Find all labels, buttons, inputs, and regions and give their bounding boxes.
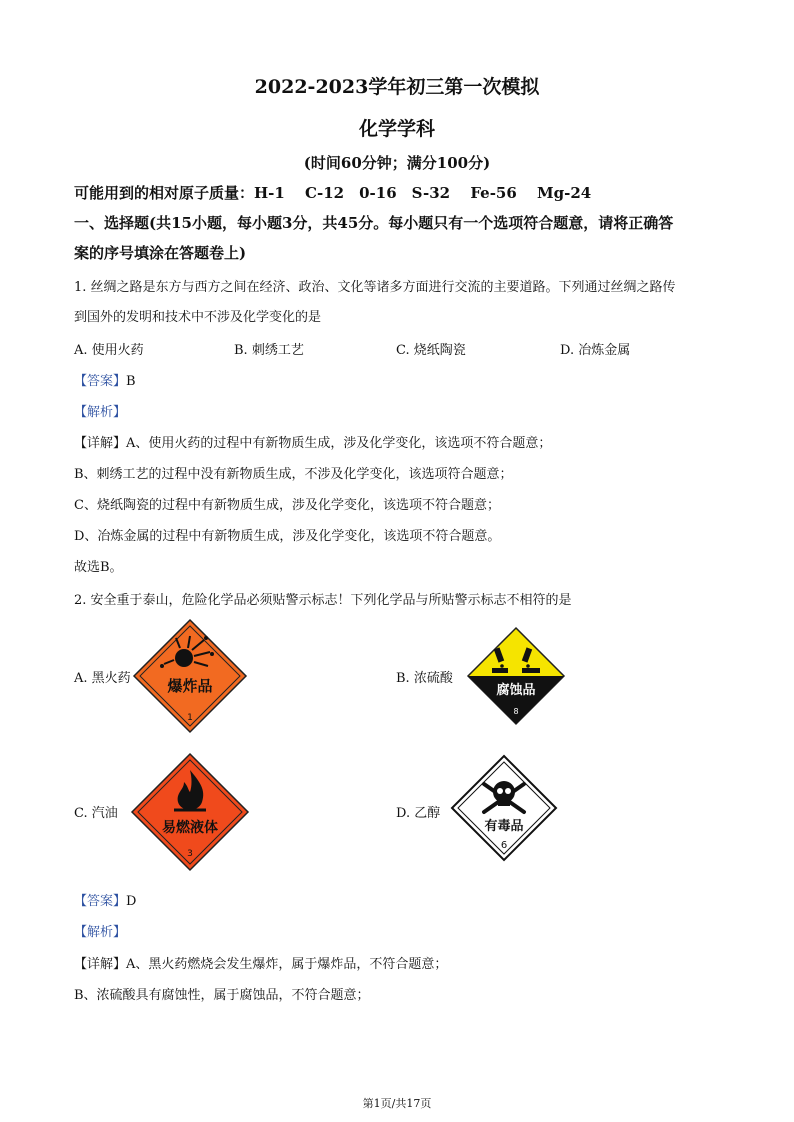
- explosive-warning-sign: [132, 618, 248, 734]
- toxic-sign-text: 有毒品: [484, 819, 524, 834]
- time-info: (时间60分钟；满分100分): [303, 154, 491, 172]
- flammable-sign-text: 易燃液体: [162, 820, 218, 836]
- q1-detail-line3: C、烧纸陶瓷的过程中有新物质生成，涉及化学变化，该选项不符合题意；: [74, 498, 500, 513]
- answer-value: B: [126, 374, 136, 389]
- section-heading-line2: 案的序号填涂在答题卷上): [74, 244, 247, 262]
- q2-option-a-label: A. 黑火药: [74, 671, 131, 686]
- q2-detail-line2: B、浓硫酸具有腐蚀性，属于腐蚀品，不符合题意；: [74, 988, 370, 1003]
- q1-detail-line4: D、冶炼金属的过程中有新物质生成，涉及化学变化，该选项不符合题意。: [74, 529, 501, 544]
- flammable-sign-number: 3: [187, 849, 193, 859]
- section-heading-line1: 一、选择题(共15小题，每小题3分，共45分。每小题只有一个选项符合题意，请将正确答: [74, 214, 674, 232]
- detail-label: 【详解】: [74, 436, 127, 451]
- q1-option-b: B. 刺绣工艺: [234, 343, 304, 358]
- answer-label: 【答案】: [74, 374, 127, 389]
- answer-value: D: [126, 894, 137, 909]
- q2-option-c-label: C. 汽油: [74, 806, 118, 821]
- q2-stem: 2. 安全重于泰山，危险化学品必须贴警示标志！下列化学品与所贴警示标志不相符的是: [74, 593, 572, 608]
- q2-option-b-label: B. 浓硫酸: [396, 671, 453, 686]
- toxic-warning-sign: [450, 754, 558, 862]
- q1-option-d: D. 冶炼金属: [560, 343, 631, 358]
- q1-stem-line2: 到国外的发明和技术中不涉及化学变化的是: [74, 310, 322, 325]
- flammable-liquid-warning-sign: [130, 752, 250, 872]
- detail-text: A、黑火药燃烧会发生爆炸，属于爆炸品，不符合题意；: [126, 957, 448, 972]
- page-title: 2022-2023学年初三第一次模拟: [254, 76, 540, 98]
- explosive-sign-text: 爆炸品: [167, 677, 213, 695]
- q1-option-a: A. 使用火药: [74, 343, 144, 358]
- toxic-sign-number: 6: [500, 840, 508, 851]
- corrosive-warning-sign: [466, 626, 566, 726]
- detail-label: 【详解】: [74, 957, 127, 972]
- q1-conclusion: 故选B。: [74, 560, 123, 575]
- q1-answer: [74, 370, 136, 389]
- q1-analysis-label: 【解析】: [74, 405, 127, 420]
- q1-option-c: C. 烧纸陶瓷: [396, 343, 466, 358]
- explosive-sign-number: 1: [187, 713, 193, 723]
- page-number: 第1页/共17页: [362, 1097, 432, 1110]
- q1-detail-line1: [74, 432, 551, 451]
- atomic-masses: 可能用到的相对原子质量：H-1 C-12 0-16 S-32 Fe-56 Mg-24: [74, 184, 592, 202]
- answer-label: 【答案】: [74, 894, 127, 909]
- q2-analysis-label: 【解析】: [74, 925, 127, 940]
- detail-text: A、使用火药的过程中有新物质生成，涉及化学变化，该选项不符合题意；: [126, 436, 552, 451]
- corrosive-sign-number: 8: [513, 707, 519, 716]
- q1-stem-line1: 1. 丝绸之路是东方与西方之间在经济、政治、文化等诸多方面进行交流的主要道路。下列通过丝绸之路传: [74, 280, 676, 295]
- corrosive-sign-text: 腐蚀品: [496, 683, 536, 698]
- q2-answer: [74, 890, 136, 909]
- subject-title: 化学学科: [358, 118, 435, 140]
- q2-detail-line1: [74, 953, 447, 972]
- q2-option-d-label: D. 乙醇: [396, 806, 441, 821]
- q1-detail-line2: B、刺绣工艺的过程中没有新物质生成，不涉及化学变化，该选项符合题意；: [74, 467, 513, 482]
